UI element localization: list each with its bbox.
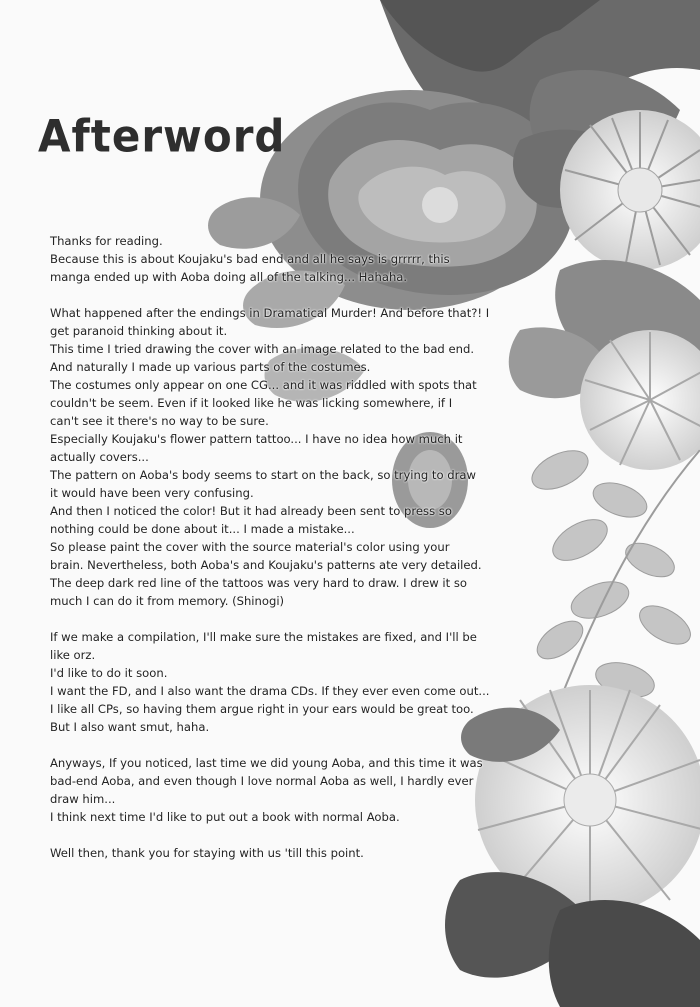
text-line: actually covers... xyxy=(50,450,149,464)
text-line: This time I tried drawing the cover with an image related to the bad end. xyxy=(50,342,475,356)
text-line: can't see it there's no way to be sure. xyxy=(50,414,269,428)
text-line: draw him... xyxy=(50,792,116,806)
text-line: it would have been very confusing. xyxy=(50,486,254,500)
text-line: manga ended up with Aoba doing all of the talking... Hahaha. xyxy=(50,270,408,284)
paragraph xyxy=(50,304,650,610)
text-line: I'd like to do it soon. xyxy=(50,666,168,680)
text-line: What happened after the endings in Dramatical Murder! And before that?! I xyxy=(50,306,490,320)
text-line: I want the FD, and I also want the drama CDs. If they ever even come out... xyxy=(50,684,490,698)
text-line: Especially Koujaku's flower pattern tattoo... I have no idea how much it xyxy=(50,432,463,446)
text-line: The pattern on Aoba's body seems to start on the back, so trying to draw xyxy=(50,468,476,482)
text-line: I think next time I'd like to put out a book with normal Aoba. xyxy=(50,810,400,824)
paragraph xyxy=(50,628,650,736)
text-line: couldn't be seem. Even if it looked like he was licking somewhere, if I xyxy=(50,396,453,410)
text-line: like orz. xyxy=(50,648,96,662)
text-line: But I also want smut, haha. xyxy=(50,720,210,734)
text-line: And naturally I made up various parts of the costumes. xyxy=(50,360,371,374)
text-line: The deep dark red line of the tattoos was very hard to draw. I drew it so xyxy=(50,576,467,590)
text-line: get paranoid thinking about it. xyxy=(50,324,228,338)
text-line: And then I noticed the color! But it had already been sent to press so xyxy=(50,504,452,518)
text-line: The costumes only appear on one CG... and it was riddled with spots that xyxy=(50,378,477,392)
text-line: much I can do it from memory. (Shinogi) xyxy=(50,594,285,608)
text-line: bad-end Aoba, and even though I love normal Aoba as well, I hardly ever xyxy=(50,774,474,788)
text-line: So please paint the cover with the source material's color using your xyxy=(50,540,450,554)
text-line: nothing could be done about it... I made a mistake... xyxy=(50,522,355,536)
page-title: Afterword xyxy=(38,110,286,163)
text-line: Anyways, If you noticed, last time we did young Aoba, and this time it was xyxy=(50,756,483,770)
text-line: brain. Nevertheless, both Aoba's and Koujaku's patterns ate very detailed. xyxy=(50,558,482,572)
paragraph xyxy=(50,232,650,286)
text-line: I like all CPs, so having them argue right in your ears would be great too. xyxy=(50,702,474,716)
paragraph xyxy=(50,844,650,862)
text-line: Well then, thank you for staying with us 'till this point. xyxy=(50,846,364,860)
text-line: Because this is about Koujaku's bad end and all he says is grrrrr, this xyxy=(50,252,450,266)
text-line: Thanks for reading. xyxy=(50,234,163,248)
afterword-body xyxy=(50,232,650,862)
text-line: If we make a compilation, I'll make sure the mistakes are fixed, and I'll be xyxy=(50,630,477,644)
paragraph xyxy=(50,754,650,826)
